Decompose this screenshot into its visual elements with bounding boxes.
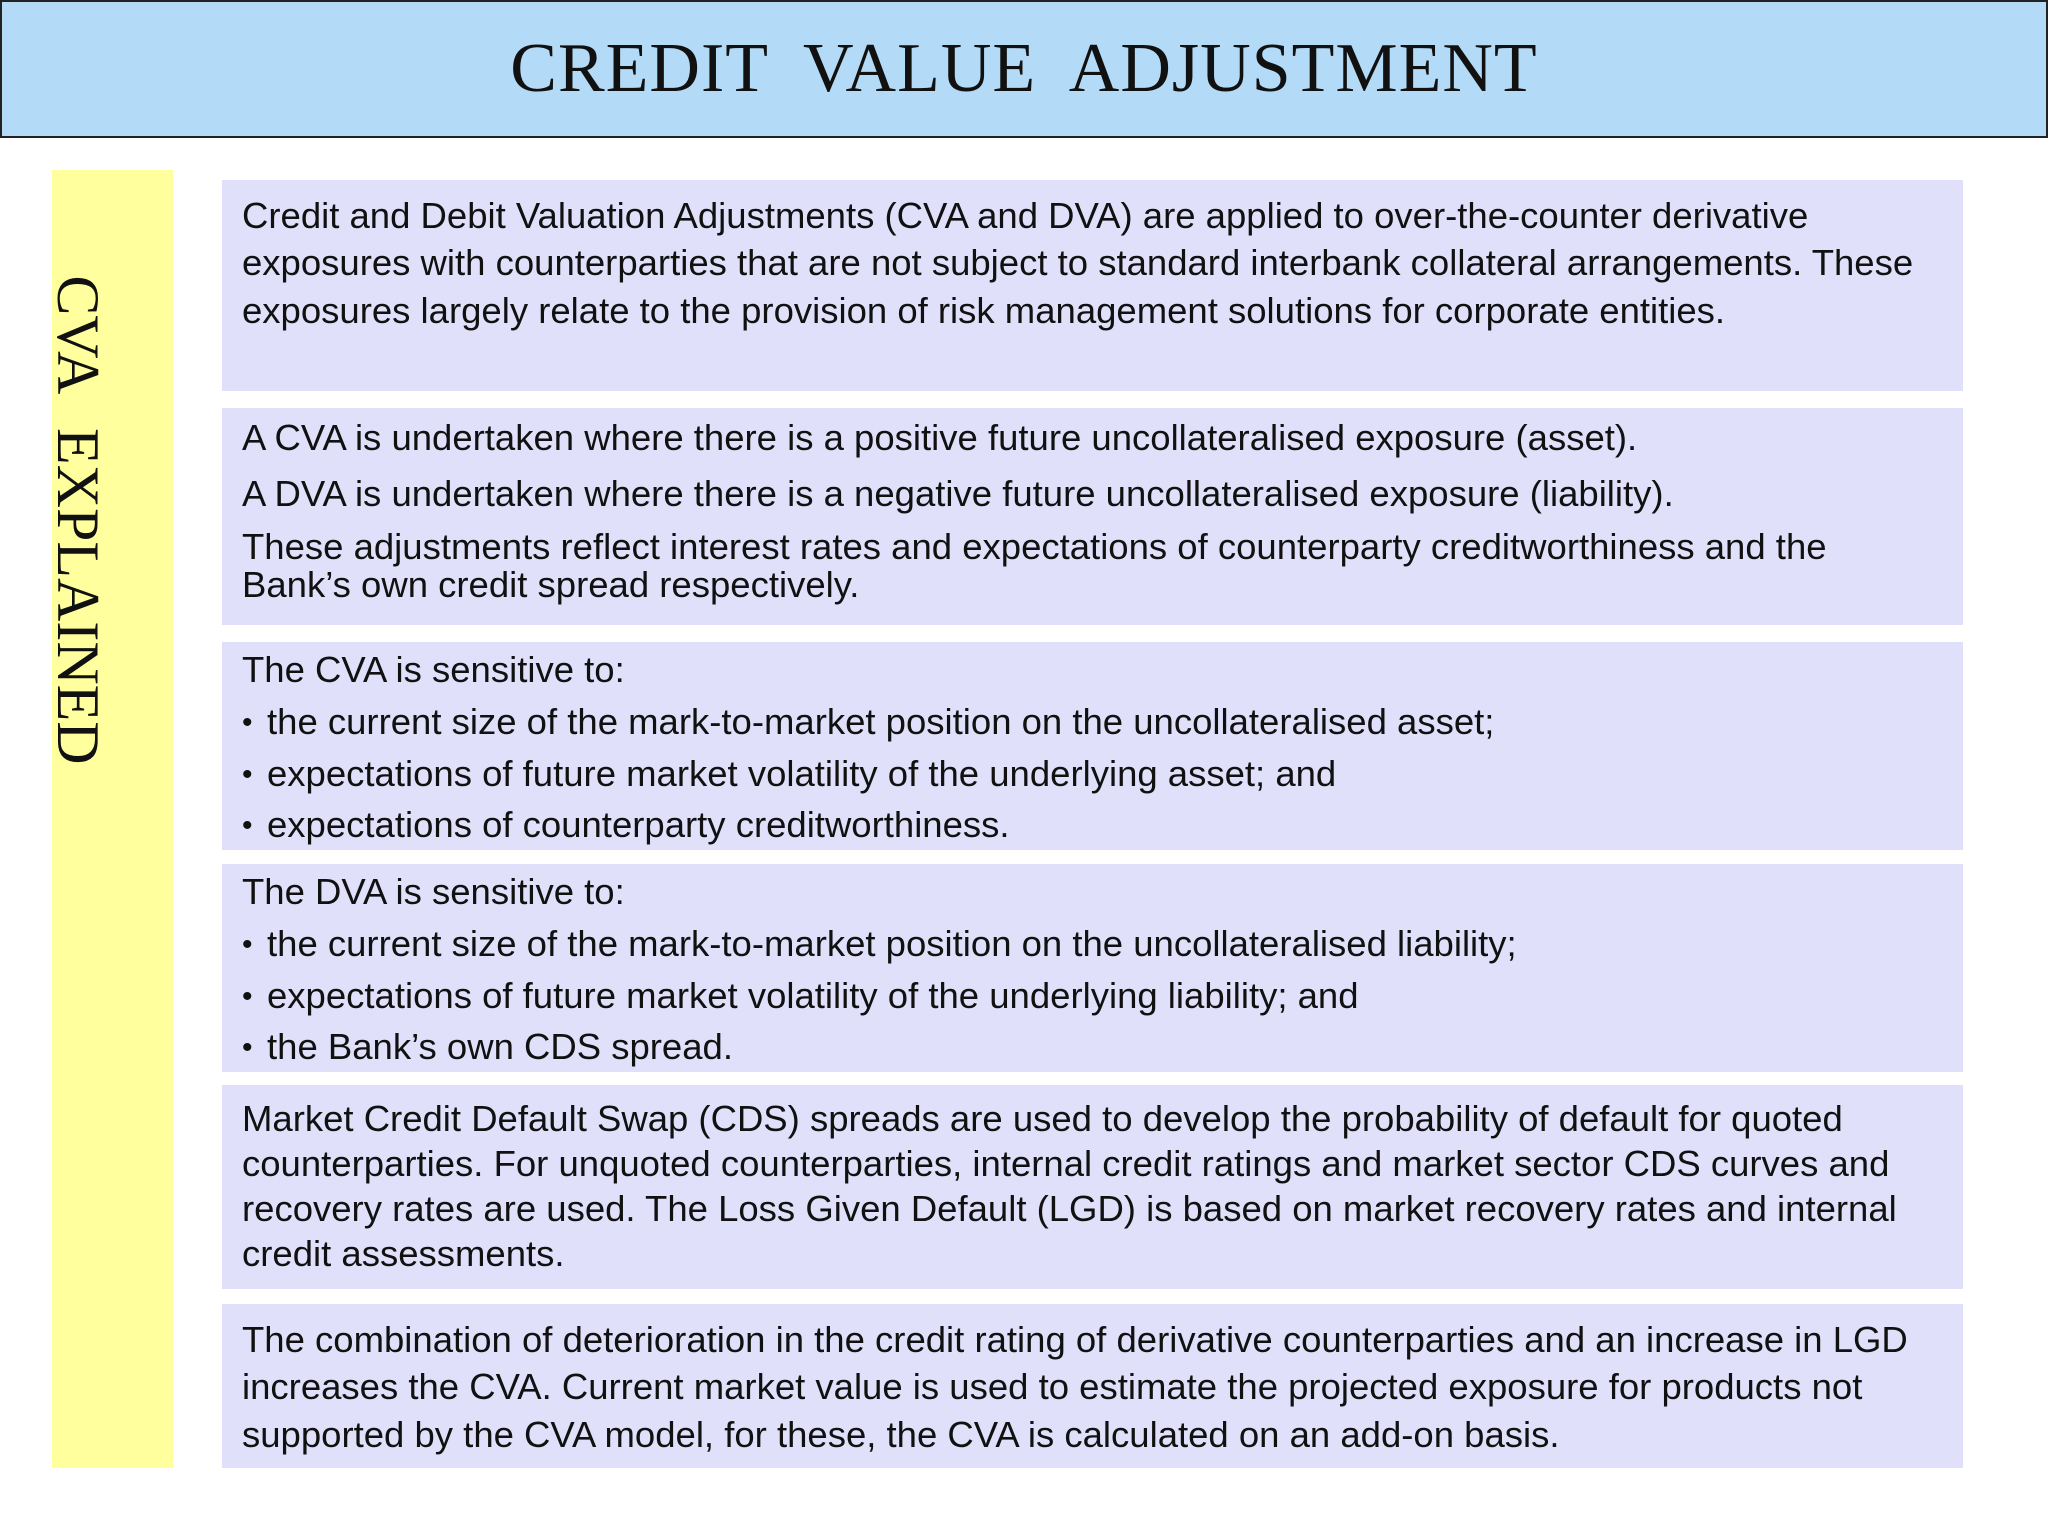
cva-sensitivity-item: • expectations of counterparty creditworthiness. (242, 799, 1941, 851)
cva-sensitivity-heading: The CVA is sensitive to: (242, 649, 625, 690)
dva-sensitivity-item: • the current size of the mark-to-market position on the uncollateralised liability; (242, 918, 1941, 970)
cva-sensitivity-item: • the current size of the mark-to-market position on the uncollateralised asset; (242, 696, 1941, 748)
combination-panel (222, 1304, 1963, 1468)
intro-text: Credit and Debit Valuation Adjustments (CVA and DVA) are applied to over-the-counter derivative exposures with counterparties that are not subject to standard interbank collateral arrangements. These exposures largely relate to the provision of risk management solutions for corporate entities. (242, 195, 1914, 331)
title-banner (0, 0, 2048, 138)
sidebar-label: CVA EXPLAINED (45, 275, 111, 765)
cva-sensitivity-panel (222, 642, 1963, 850)
intro-panel (222, 180, 1963, 391)
dva-sensitivity-item: • the Bank’s own CDS spread. (242, 1021, 1941, 1073)
cds-panel (222, 1085, 1963, 1289)
cva-sensitivity-item: • expectations of future market volatility of the underlying asset; and (242, 748, 1941, 800)
page-title: CREDIT VALUE ADJUSTMENT (510, 30, 1538, 107)
cds-text: Market Credit Default Swap (CDS) spreads are used to develop the probability of default for quoted counterparties. For unquoted counterparties, internal credit ratings and market sector CDS curves and recovery rates are used. The Loss Given Default (LGD) is based on market recovery rates and internal credit assessments. (242, 1098, 1897, 1274)
cva-definition: A CVA is undertaken where there is a positive future uncollateralised exposure (asset). (242, 417, 1638, 458)
dva-sensitivity-panel (222, 864, 1963, 1072)
dva-sensitivity-heading: The DVA is sensitive to: (242, 871, 625, 912)
definitions-panel (222, 408, 1963, 625)
dva-definition: A DVA is undertaken where there is a negative future uncollateralised exposure (liability). (242, 473, 1674, 515)
dva-sensitivity-item: • expectations of future market volatility of the underlying liability; and (242, 970, 1941, 1022)
adjustments-reflection: These adjustments reflect interest rates and expectations of counterparty creditworthiness and the Bank’s own credit spread respectively. (242, 525, 1827, 606)
combination-text: The combination of deterioration in the credit rating of derivative counterparties and an increase in LGD increases the CVA. Current market value is used to estimate the projected exposure for products not supported by the CVA model, for these, the CVA is calculated on an add-on basis. (242, 1319, 1908, 1455)
